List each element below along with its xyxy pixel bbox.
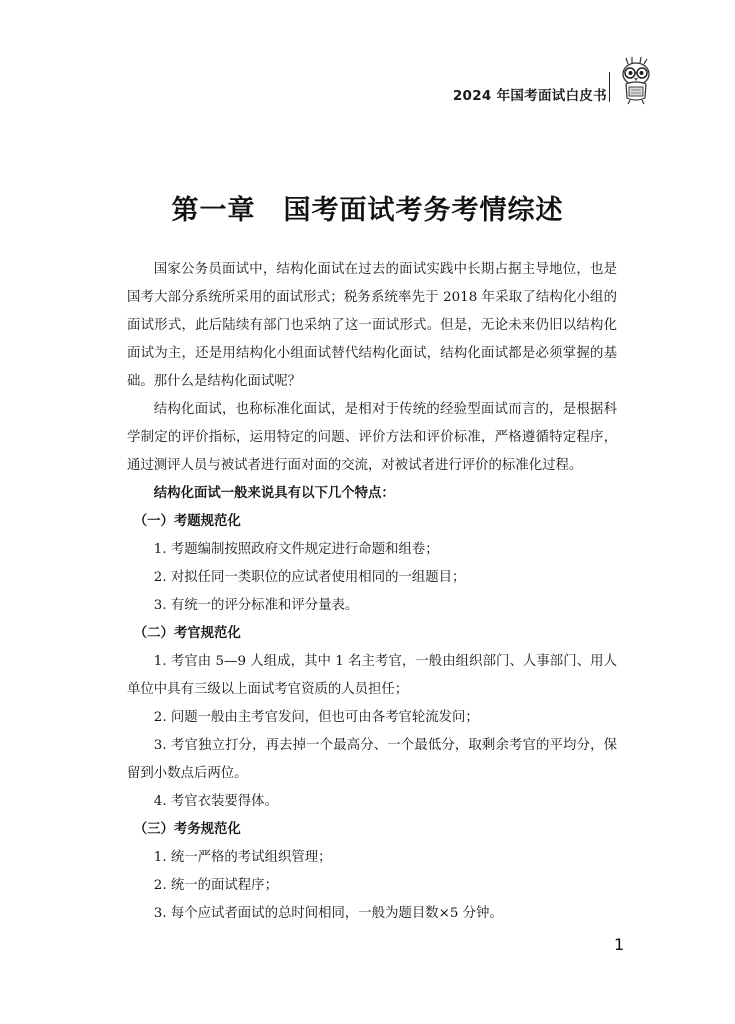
page-header — [0, 56, 735, 116]
section-heading-administration: （三）考务规范化 — [133, 822, 241, 837]
running-header-title: 2024 年国考面试白皮书 — [452, 88, 607, 104]
definition-paragraph: 结构化面试，也称标准化面试，是相对于传统的经验型面试而言的，是根据科学制定的评价指标，运用特定的问题、评价方法和评价标准，严格遵循特定程序，通过测评人员与被试者进行面对面的交流，对被试者进行评价的标准化过程。 — [127, 402, 617, 473]
list-item: 3. 有统一的评分标准和评分量表。 — [153, 598, 359, 613]
page-body — [127, 256, 617, 928]
features-lead: 结构化面试一般来说具有以下几个特点： — [153, 486, 395, 501]
page-number: 1 — [614, 935, 625, 954]
list-item: 3. 每个应试者面试的总时间相同，一般为题目数×5 分钟。 — [153, 906, 503, 921]
section-heading-examiners: （二）考官规范化 — [133, 626, 241, 641]
list-item: 2. 对拟任同一类职位的应试者使用相同的一组题目； — [153, 570, 466, 585]
header-divider — [609, 72, 610, 102]
intro-paragraph: 国家公务员面试中，结构化面试在过去的面试实践中长期占据主导地位，也是国考大部分系统所采用的面试形式；税务系统率先于 2018 年采取了结构化小组的面试形式，此后陆续有部门也采纳了这一面试形式。但是，无论未来仍旧以结构化面试为主，还是用结构化小组面试替代结构化面试，结构化面试都是必须掌握的基础。那什么是结构化面试呢？ — [127, 262, 617, 389]
section-heading-questions: （一）考题规范化 — [133, 514, 241, 529]
list-item: 1. 考题编制按照政府文件规定进行命题和组卷； — [153, 542, 439, 557]
list-item: 1. 统一严格的考试组织管理； — [153, 850, 332, 865]
list-item: 2. 问题一般由主考官发问，但也可由各考官轮流发问； — [153, 710, 479, 725]
list-item: 3. 考官独立打分，再去掉一个最高分、一个最低分，取剩余考官的平均分，保留到小数点后两位。 — [127, 738, 617, 781]
owl-mascot-logo — [618, 56, 654, 106]
chapter-title: 第一章 国考面试考务考情综述 — [171, 195, 564, 226]
list-item: 1. 考官由 5—9 人组成，其中 1 名主考官，一般由组织部门、人事部门、用人单位中具有三级以上面试考官资质的人员担任； — [127, 654, 617, 697]
list-item: 4. 考官衣装要得体。 — [153, 794, 278, 809]
list-item: 2. 统一的面试程序； — [153, 878, 278, 893]
